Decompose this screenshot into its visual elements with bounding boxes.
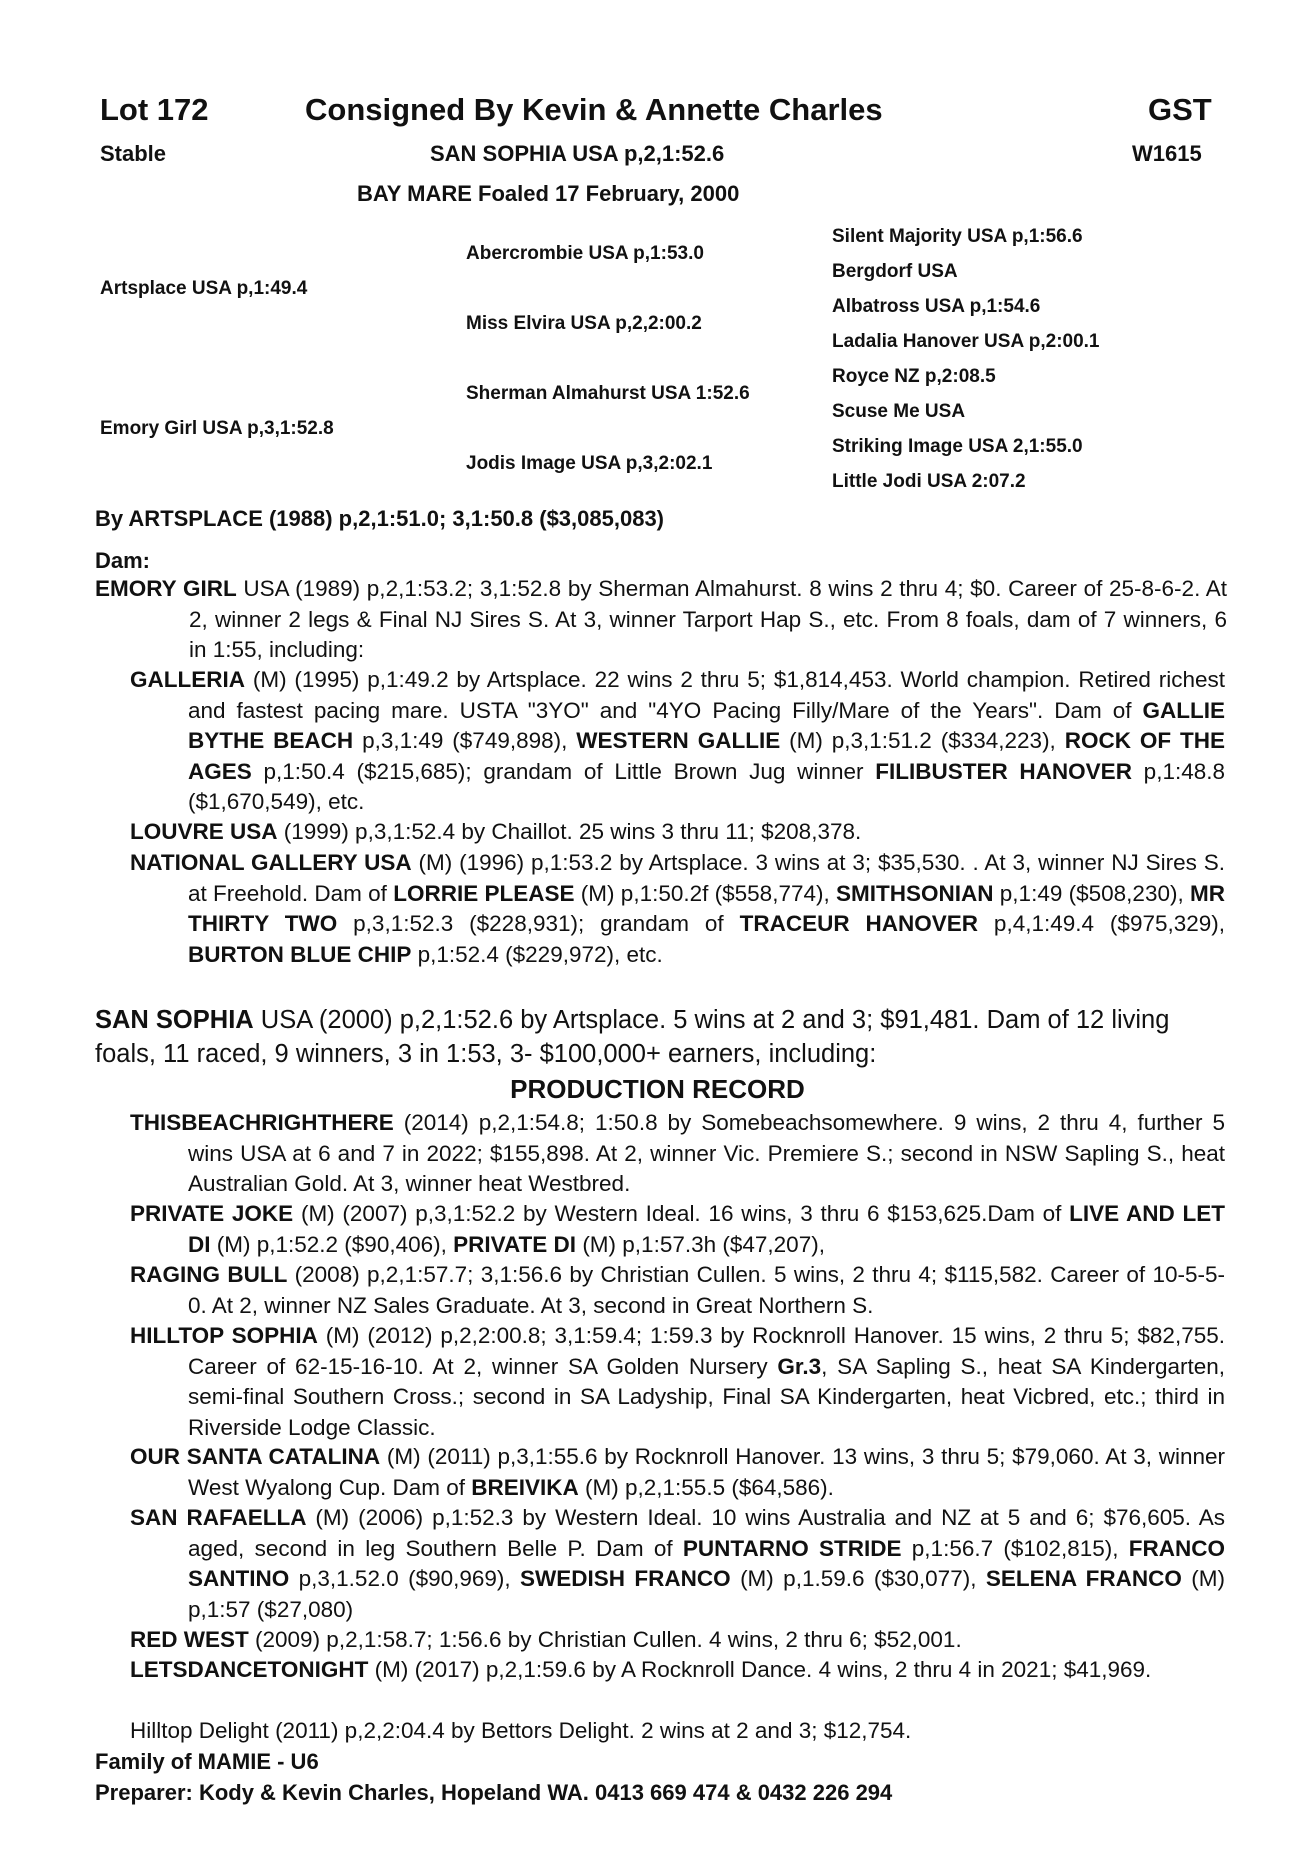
dam-paragraph [95,574,1227,666]
ped-gen3: Little Jodi USA 2:07.2 [832,471,1026,492]
ped-gen2: Sherman Almahurst USA 1:52.6 [466,383,750,404]
ped-gen3: Scuse Me USA [832,401,966,422]
ped-gen3: Albatross USA p,1:54.6 [832,296,1041,317]
consignor: Consigned By Kevin & Annette Charles [305,92,883,127]
lot-number: Lot 172 [100,92,209,127]
subject-name: SAN SOPHIA [95,1006,254,1034]
list-item: RAGING BULL (2008) p,2,1:57.7; 3,1:56.6 by Christian Cullen. 5 wins, 2 thru 4; $115,582. Career of 10-5-5-0. At 2, winner NZ Sales Graduate. At 3, second in Great Northern S. [130,1262,1225,1318]
list-item: RED WEST (2009) p,2,1:58.7; 1:56.6 by Christian Cullen. 4 wins, 2 thru 6; $52,001. [130,1627,962,1652]
foaled-line: BAY MARE Foaled 17 February, 2000 [357,181,740,206]
dam-name: EMORY GIRL [95,576,237,601]
horse-name: SAN SOPHIA USA p,2,1:52.6 [430,141,725,166]
ped-gen3: Royce NZ p,2:08.5 [832,366,996,387]
list-item: OUR SANTA CATALINA (M) (2011) p,3,1:55.6 by Rocknroll Hanover. 13 wins, 3 thru 5; $79,060. At 3, winner West Wyalong Cup. Dam of BREIVIKA (M) p,2,1:55.5 ($64,586). [130,1444,1225,1500]
list-item: GALLERIA (M) (1995) p,1:49.2 by Artsplace. 22 wins 2 thru 5; $1,814,453. World champion. Retired richest and fastest pacing mare. USTA "3YO" and "4YO Pacing Filly/Mare of the Years". Dam of GALLIE BYTHE BEACH p,3,1:49 ($749,898), WESTERN GALLIE (M) p,3,1:51.2 ($334,223), ROCK OF THE AGES p,1:50.4 ($215,685); grandam of Little Brown Jug winner FILIBUSTER HANOVER p,1:48.8 ($1,670,549), etc. [130,667,1226,814]
ped-gen3: Ladalia Hanover USA p,2:00.1 [832,331,1100,352]
list-item: SAN RAFAELLA (M) (2006) p,1:52.3 by Western Ideal. 10 wins Australia and NZ at 5 and 6; $76,605. As aged, second in leg Southern Belle P. Dam of PUNTARNO STRIDE p,1:56.7 ($102,815), FRANCO SANTINO p,3,1.52.0 ($90,969), SWEDISH FRANCO (M) p,1.59.6 ($30,077), SELENA FRANCO (M) p,1:57 ($27,080) [130,1505,1226,1622]
preparer-line: Preparer: Kody & Kevin Charles, Hopeland WA. 0413 669 474 & 0432 226 294 [95,1780,893,1805]
list-item: NATIONAL GALLERY USA (M) (1996) p,1:53.2 by Artsplace. 3 wins at 3; $35,530. . At 3, winner NJ Sires S. at Freehold. Dam of LORRIE PLEASE (M) p,1:50.2f ($558,774), SMITHSONIAN p,1:49 ($508,230), MR THIRTY TWO p,3,1:52.3 ($228,931); grandam of TRACEUR HANOVER p,4,1:49.4 ($975,329), BURTON BLUE CHIP p,1:52.4 ($229,972), etc. [130,850,1226,967]
list-item: LOUVRE USA (1999) p,3,1:52.4 by Chaillot. 25 wins 3 thru 11; $208,378. [130,819,862,844]
dam-label: Dam: [95,548,151,573]
list-item: Hilltop Delight (2011) p,2,2:04.4 by Bettors Delight. 2 wins at 2 and 3; $12,754. [130,1718,912,1743]
ped-sire: Artsplace USA p,1:49.4 [100,278,308,299]
ped-gen2: Abercrombie USA p,1:53.0 [466,243,704,264]
subject-paragraph [95,1003,1205,1071]
production-title: PRODUCTION RECORD [510,1074,805,1104]
list-item: HILLTOP SOPHIA (M) (2012) p,2,2:00.8; 3,1:59.4; 1:59.3 by Rocknroll Hanover. 15 wins, 2 thru 5; $82,755. Career of 62-15-16-10. At 2, winner SA Golden Nursery Gr.3, SA Sapling S., heat SA Kindergarten, semi-final Southern Cross.; second in SA Ladyship, Final SA Kindergarten, heat Vicbred, etc.; third in Riverside Lodge Classic. [130,1323,1225,1440]
stable-code: W1615 [1132,141,1202,166]
ped-gen3: Silent Majority USA p,1:56.6 [832,226,1083,247]
ped-gen3: Bergdorf USA [832,261,958,282]
list-item: THISBEACHRIGHTHERE (2014) p,2,1:54.8; 1:50.8 by Somebeachsomewhere. 9 wins, 2 thru 4, further 5 wins USA at 6 and 7 in 2022; $155,898. At 2, winner Vic. Premiere S.; second in NSW Sapling S., heat Australian Gold. At 3, winner heat Westbred. [130,1110,1225,1196]
sale-code: GST [1148,92,1212,127]
stable-label: Stable [100,141,167,166]
family-line: Family of MAMIE - U6 [95,1749,319,1774]
ped-dam: Emory Girl USA p,3,1:52.8 [100,418,334,439]
ped-gen2: Miss Elvira USA p,2,2:00.2 [466,313,702,334]
ped-gen2: Jodis Image USA p,3,2:02.1 [466,453,713,474]
subject-text: USA (2000) p,2,1:52.6 by Artsplace. 5 wins at 2 and 3; $91,481. Dam of 12 living foals, 11 raced, 9 winners, 3 in 1:53, 3- $100,000+ earners, including: [95,1006,1170,1068]
ped-gen3: Striking Image USA 2,1:55.0 [832,436,1083,457]
list-item: LETSDANCETONIGHT (M) (2017) p,2,1:59.6 by A Rocknroll Dance. 4 wins, 2 thru 4 in 2021; $41,969. [130,1657,1152,1682]
list-item: PRIVATE JOKE (M) (2007) p,3,1:52.2 by Western Ideal. 16 wins, 3 thru 6 $153,625.Dam of LIVE AND LET DI (M) p,1:52.2 ($90,406), PRIVATE DI (M) p,1:57.3h ($47,207), [130,1201,1225,1257]
sire-line: By ARTSPLACE (1988) p,2,1:51.0; 3,1:50.8 ($3,085,083) [95,506,665,531]
dam-text: USA (1989) p,2,1:53.2; 3,1:52.8 by Sherman Almahurst. 8 wins 2 thru 4; $0. Career of 25-8-6-2. At 2, winner 2 legs & Final NJ Sires S. At 3, winner Tarport Hap S., etc. From 8 foals, dam of 7 winners, 6 in 1:55, including: [189,576,1228,662]
